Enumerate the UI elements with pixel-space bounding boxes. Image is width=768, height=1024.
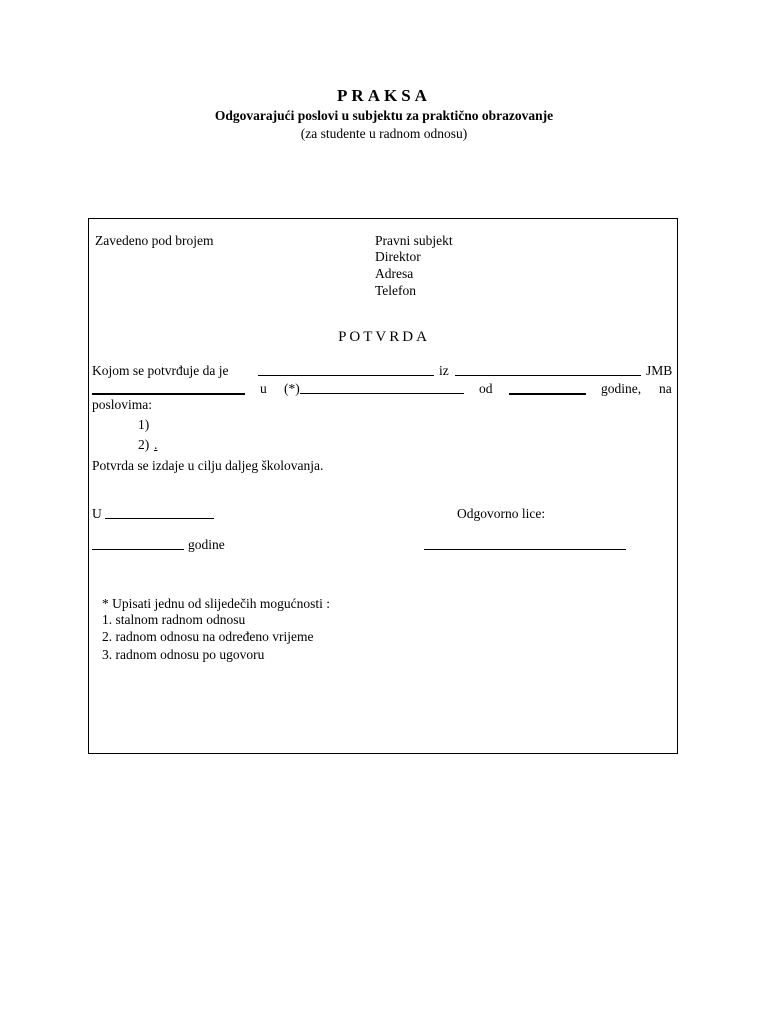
responsible-person-label: Odgovorno lice:: [457, 506, 546, 521]
date-line[interactable]: [92, 537, 184, 550]
employment-star: (*): [284, 381, 300, 396]
confirm-text: Kojom se potvrđuje da je: [92, 363, 229, 378]
since-label: od: [479, 381, 493, 396]
employment-type-line[interactable]: [300, 381, 464, 394]
since-date-line[interactable]: [509, 381, 586, 395]
jmb-line[interactable]: [92, 381, 245, 395]
document-title: PRAKSA: [337, 86, 431, 105]
on-label: na: [659, 381, 672, 396]
entity-field-legal-entity: Pravni subjekt: [375, 233, 453, 248]
person-name-line[interactable]: [258, 363, 434, 376]
footnote-option-3: 3. radnom odnosu po ugovoru: [102, 647, 265, 662]
jmb-label: JMB: [646, 363, 673, 378]
registered-number-label: Zavedeno pod brojem: [95, 233, 214, 248]
footnote-intro: * Upisati jednu od slijedečih mogućnosti :: [102, 596, 330, 611]
footnote-option-1: 1. stalnom radnom odnosu: [102, 612, 246, 627]
origin-line[interactable]: [455, 363, 641, 376]
entity-field-address: Adresa: [375, 266, 414, 281]
document-subtitle: Odgovarajući poslovi u subjektu za praktično obrazovanje: [214, 108, 554, 123]
job-item-2: 2): [138, 437, 150, 452]
from-label: iz: [439, 363, 449, 378]
signature-line[interactable]: [424, 537, 626, 550]
jobs-label: poslovima:: [92, 397, 152, 412]
entity-field-director: Direktor: [375, 249, 421, 264]
job-item-2-dot: .: [154, 437, 158, 452]
year-label-inline: godine,: [601, 381, 642, 396]
place-line[interactable]: [105, 506, 214, 519]
purpose-text: Potvrda se izdaje u cilju daljeg školovanja.: [92, 458, 324, 473]
entity-field-phone: Telefon: [375, 283, 417, 298]
job-item-1: 1): [138, 417, 150, 432]
employment-in-label: u: [260, 381, 267, 396]
document-note: (za studente u radnom odnosu): [300, 126, 468, 141]
certificate-title: POTVRDA: [338, 329, 430, 345]
place-label: U: [92, 506, 102, 521]
footnote-option-2: 2. radnom odnosu na određeno vrijeme: [102, 629, 314, 644]
year-label: godine: [188, 537, 225, 552]
